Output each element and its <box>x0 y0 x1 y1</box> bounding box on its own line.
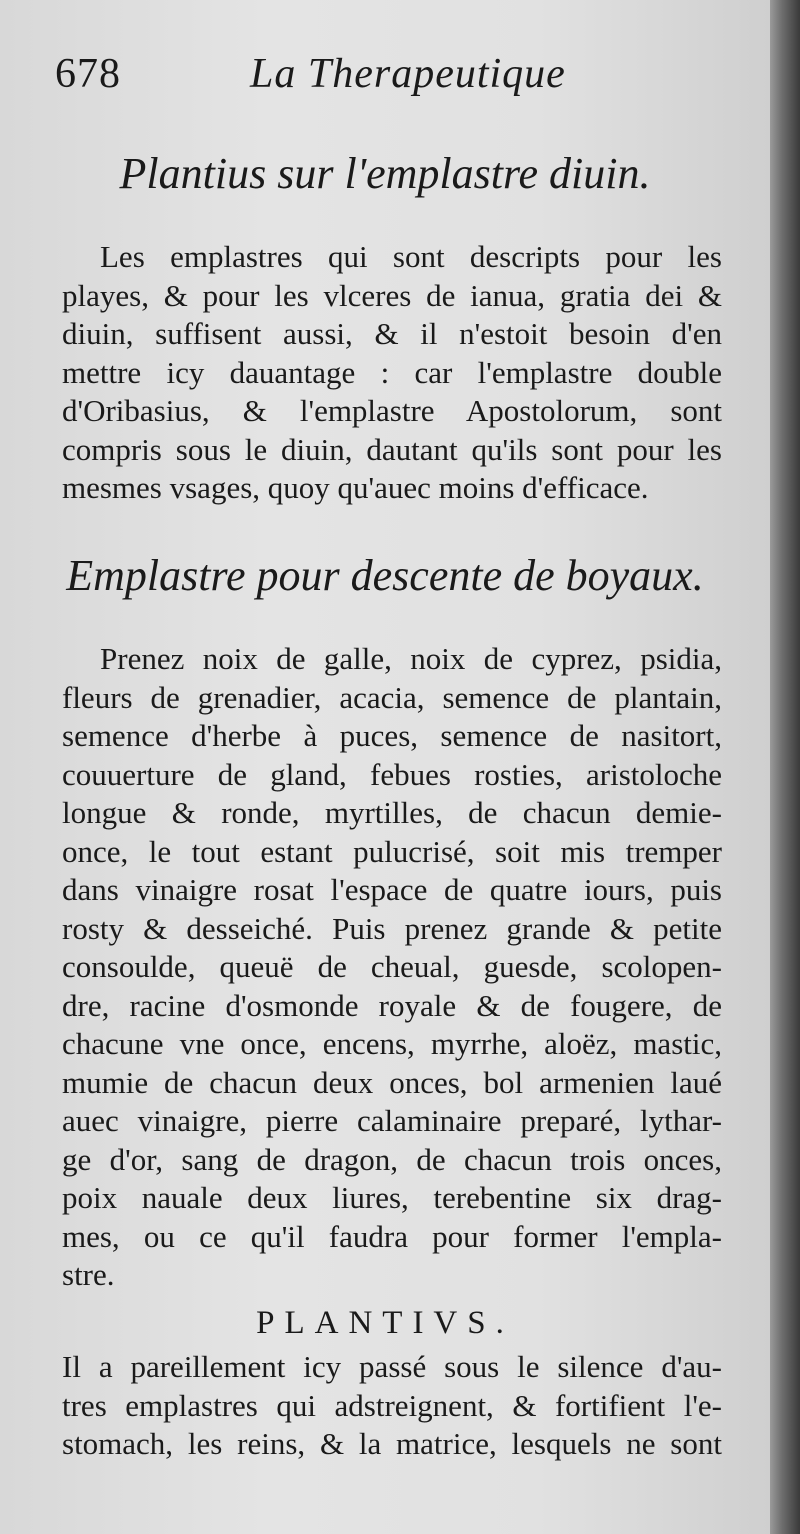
text-line: Les emplastres qui sont descripts pour les <box>100 239 722 274</box>
text-line: once, le tout estant pulucrisé, soit mis tremper <box>62 833 722 869</box>
text-line: semence d'herbe à puces, semence de nasitort, <box>62 718 722 753</box>
text-line: mesmes vsages, quoy qu'auec moins d'efficace. <box>62 470 649 505</box>
section-heading-descente-boyaux: Emplastre pour descente de boyaux. <box>66 551 704 600</box>
paragraph-emplastre-diuin <box>62 238 722 508</box>
text-line: d'Oribasius, & l'emplastre Apostolorum, sont <box>62 393 722 428</box>
text-line: diuin, suffisent aussi, & il n'estoit besoin d'en <box>62 316 722 351</box>
text-line: tres emplastres qui adstreignent, & fortifient l'e- <box>62 1387 722 1423</box>
text-line: fleurs de grenadier, acacia, semence de plantain, <box>62 679 722 715</box>
section-heading-plantius: PLANTIVS. <box>256 1305 514 1341</box>
text-line: poix nauale deux liures, terebentine six drag- <box>62 1180 722 1215</box>
text-line: Il a pareillement icy passé sous le silence d'au- <box>62 1349 722 1384</box>
text-line: playes, & pour les vlceres de ianua, gratia dei & <box>62 277 722 313</box>
section-heading-emplastre-diuin: Plantius sur l'emplastre diuin. <box>119 149 651 198</box>
text-line: compris sous le diuin, dautant qu'ils sont pour les <box>62 431 722 467</box>
text-line: mettre icy dauantage : car l'emplastre double <box>62 354 722 390</box>
text-line: stre. <box>62 1257 115 1292</box>
paragraph-descente-boyaux <box>62 640 722 1295</box>
text-line: chacune vne once, encens, myrrhe, aloëz, mastic, <box>62 1026 722 1061</box>
text-line: longue & ronde, myrtilles, de chacun demie- <box>62 795 722 830</box>
text-line: auec vinaigre, pierre calaminaire preparé, lythar- <box>62 1103 722 1138</box>
text-line: couuerture de gland, febues rosties, aristoloche <box>62 756 722 792</box>
text-line: Prenez noix de galle, noix de cyprez, psidia, <box>100 641 722 676</box>
text-line: rosty & desseiché. Puis prenez grande & petite <box>62 910 722 946</box>
text-line: dre, racine d'osmonde royale & de fougere, de <box>62 987 722 1023</box>
page-number: 678 <box>55 51 121 97</box>
text-line: mumie de chacun deux onces, bol armenien laué <box>62 1064 722 1100</box>
text-line: consoulde, queuë de cheual, guesde, scolopen- <box>62 949 722 984</box>
text-line: mes, ou ce qu'il faudra pour former l'empla- <box>62 1218 722 1254</box>
text-line: dans vinaigre rosat l'espace de quatre iours, puis <box>62 872 722 907</box>
running-title: La Therapeutique <box>250 51 566 97</box>
page-edge-shadow <box>770 0 800 1534</box>
paragraph-plantius <box>62 1348 722 1464</box>
running-head <box>55 50 745 110</box>
text-line: stomach, les reins, & la matrice, lesquels ne sont <box>62 1426 722 1461</box>
text-line: ge d'or, sang de dragon, de chacun trois onces, <box>62 1141 722 1177</box>
